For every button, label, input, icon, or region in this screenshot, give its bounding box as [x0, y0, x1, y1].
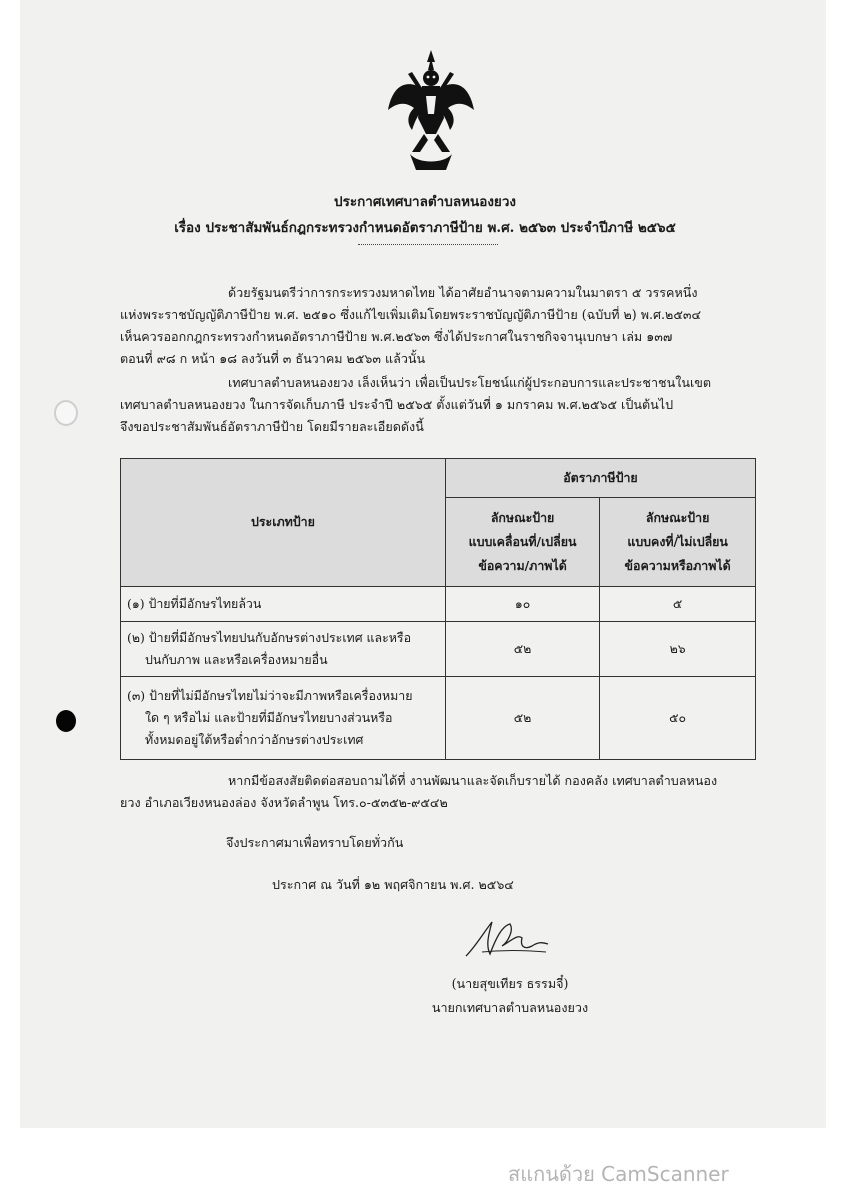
text-line: เทศบาลตำบลหนองยวง เล็งเห็นว่า เพื่อเป็นประโยชน์แก่ผู้ประกอบการและประชาชนในเขต: [228, 375, 712, 390]
table-row: [121, 622, 756, 677]
header-line: แบบคงที่/ไม่เปลี่ยน: [627, 534, 728, 549]
text-line: ตอนที่ ๙๘ ก หน้า ๑๘ ลงวันที่ ๓ ธันวาคม ๒๕๖๓ แล้วนั้น: [120, 351, 426, 366]
cell-moving-rate: ๕๒: [445, 677, 599, 760]
cell-fixed-rate: ๒๖: [600, 622, 756, 677]
cell-fixed-rate: ๕: [600, 587, 756, 622]
text-line: หากมีข้อสงสัยติดต่อสอบถามได้ที่ งานพัฒนาและจัดเก็บรายได้ กองคลัง เทศบาลตำบลหนอง: [228, 773, 718, 788]
signer-name: (นายสุขเทียร ธรรมจี๋): [451, 976, 569, 991]
column-header-fixed: [600, 498, 756, 587]
column-header-sign-type: ประเภทป้าย: [121, 459, 446, 587]
signer-title: นายกเทศบาลตำบลหนองยวง: [431, 1000, 589, 1015]
header-line: แบบเคลื่อนที่/เปลี่ยน: [468, 534, 577, 549]
text-line: แห่งพระราชบัญญัติภาษีป้าย พ.ศ. ๒๕๑๐ ซึ่งแก้ไขเพิ่มเติมโดยพระราชบัญญัติภาษีป้าย (ฉบับที่ ๒) พ.ศ.๒๕๓๔: [120, 307, 702, 322]
header-line: ข้อความหรือภาพได้: [624, 558, 731, 573]
paragraph-municipality: [120, 372, 750, 438]
cell-sign-type: [121, 587, 446, 622]
text-line: ยวง อำเภอเวียงหนองล่อง จังหวัดลำพูน โทร.๐-๕๓๕๒-๙๕๔๒: [120, 795, 448, 810]
announce-line: จึงประกาศมาเพื่อทราบโดยทั่วกัน: [226, 835, 404, 850]
cell-text: ปนกับภาพ และหรือเครื่องหมายอื่น: [145, 652, 328, 667]
cell-moving-rate: ๑๐: [445, 587, 599, 622]
table-row: [121, 587, 756, 622]
column-header-tax-rate: อัตราภาษีป้าย: [445, 459, 755, 498]
cell-text: (๑) ป้ายที่มีอักษรไทยล้วน: [127, 595, 262, 611]
cell-text: (๓) ป้ายที่ไม่มีอักษรไทยไม่ว่าจะมีภาพหรือเครื่องหมาย: [127, 688, 413, 703]
cell-sign-type: [121, 622, 446, 677]
cell-text: ใด ๆ หรือไม่ และป้ายที่มีอักษรไทยบางส่วนหรือ: [145, 710, 393, 725]
handwritten-signature: [462, 916, 552, 962]
table-row: [121, 677, 756, 760]
header-line: ลักษณะป้าย: [645, 510, 710, 525]
signer-block: [400, 972, 620, 1020]
paragraph-intro: [120, 282, 750, 370]
sign-tax-rate-table: [120, 458, 756, 760]
subject-title: เรื่อง ประชาสัมพันธ์กฎกระทรวงกำหนดอัตราภาษีป้าย พ.ศ. ๒๕๖๓ ประจำปีภาษี ๒๕๖๕: [174, 220, 676, 236]
paragraph-contact: [120, 770, 760, 814]
header-line: ข้อความ/ภาพได้: [478, 558, 567, 573]
dotted-separator: [358, 244, 498, 245]
text-line: เทศบาลตำบลหนองยวง ในการจัดเก็บภาษี ประจำปี ๒๕๖๕ ตั้งแต่วันที่ ๑ มกราคม พ.ศ.๒๕๖๕ เป็นต้นไป: [120, 397, 674, 412]
text-line: เห็นควรออกกฎกระทรวงกำหนดอัตราภาษีป้าย พ.ศ.๒๕๖๓ ซึ่งได้ประกาศในราชกิจจานุเบกษา เล่ม ๑๓๗: [120, 329, 673, 344]
org-title: ประกาศเทศบาลตำบลหนองยวง: [334, 194, 516, 210]
cell-text: ทั้งหมดอยู่ใต้หรือต่ำกว่าอักษรต่างประเทศ: [145, 732, 364, 747]
date-line: ประกาศ ณ วันที่ ๑๒ พฤศจิกายน พ.ศ. ๒๕๖๔: [272, 877, 514, 892]
binder-hole-icon: [54, 400, 78, 426]
camscanner-watermark: สแกนด้วย CamScanner: [508, 1162, 729, 1186]
cell-text: (๒) ป้ายที่มีอักษรไทยปนกับอักษรต่างประเทศ และหรือ: [127, 630, 412, 645]
text-line: จึงขอประชาสัมพันธ์อัตราภาษีป้าย โดยมีรายละเอียดดังนี้: [120, 419, 424, 434]
garuda-emblem-icon: [384, 48, 478, 174]
cell-fixed-rate: ๕๐: [600, 677, 756, 760]
header-line: ลักษณะป้าย: [490, 510, 555, 525]
text-line: ด้วยรัฐมนตรีว่าการกระทรวงมหาดไทย ได้อาศัยอำนาจตามความในมาตรา ๕ วรรคหนึ่ง: [228, 285, 698, 300]
cell-moving-rate: ๕๒: [445, 622, 599, 677]
cell-sign-type: [121, 677, 446, 760]
column-header-moving: [445, 498, 599, 587]
binder-hole-icon: [56, 710, 76, 732]
